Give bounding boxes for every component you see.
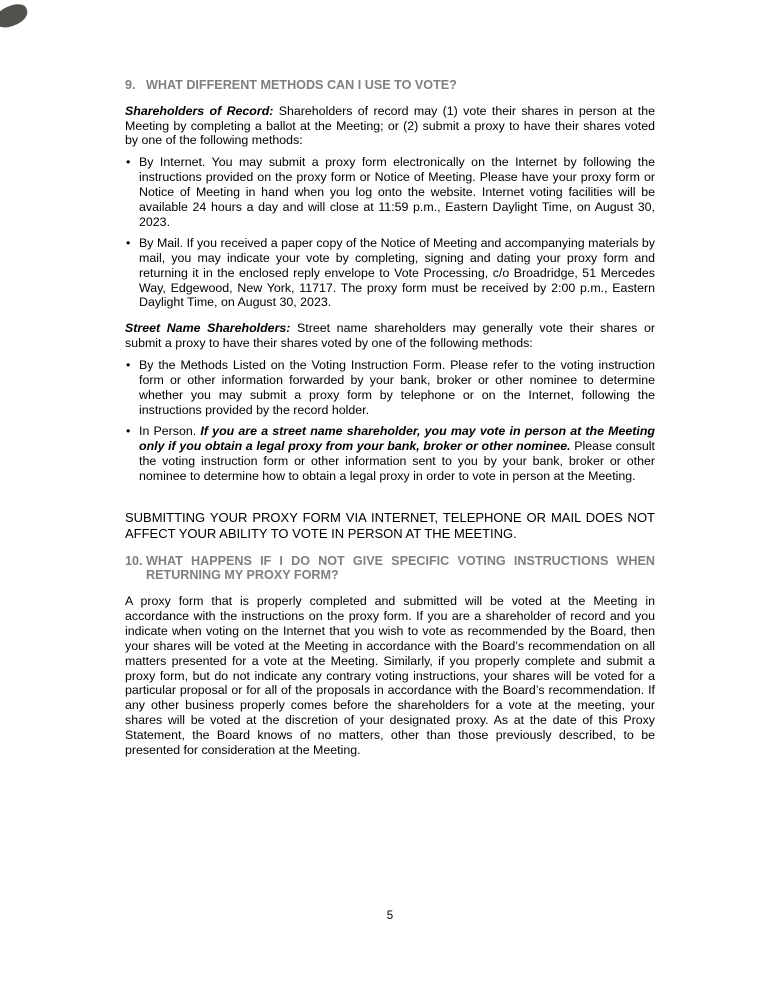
bullet-mail-text: By Mail. If you received a paper copy of the Notice of Meeting and accompanying materials by mail, you may indicate your vote by completing, signing and dating your proxy form and returning it in the enclosed reply envelope to Vote Processing, c/o Broadridge, 51 Mercedes Way, Edgewood, New York, 11717. The proxy form must be received by 2:00 p.m., Eastern Daylight Time, on August 30, 2023. <box>139 235 655 310</box>
bullet-voting-instruction-form <box>125 358 655 418</box>
bullet-in-person <box>125 424 655 484</box>
bullet-icon: • <box>126 155 131 170</box>
question-9-title: WHAT DIFFERENT METHODS CAN I USE TO VOTE? <box>146 78 457 92</box>
bullet-icon: • <box>126 358 131 373</box>
page-number: 5 <box>386 910 394 922</box>
bullet-voting-instruction-form-text: By the Methods Listed on the Voting Instruction Form. Please refer to the voting instruction form or other information forwarded by your bank, broker or other nominee to determine whether you may submit a proxy form by telephone or on the Internet, following the instructions provided by the record holder. <box>139 358 655 417</box>
bullet-icon: • <box>126 235 131 250</box>
bullet-icon: • <box>126 423 131 438</box>
submitting-proxy-note: SUBMITTING YOUR PROXY FORM VIA INTERNET, TELEPHONE OR MAIL DOES NOT AFFECT YOUR ABILITY TO VOTE IN PERSON AT THE MEETING. <box>125 510 655 541</box>
shareholders-of-record-lead: Shareholders of Record: <box>125 103 274 118</box>
question-10-body: A proxy form that is properly completed and submitted will be voted at the Meeting in accordance with the instructions on the proxy form. If you are a shareholder of record and you indicate when voting on the Internet that you wish to vote as recommended by the Board, then your shares will be voted at the Meeting in accordance with the Board’s recommendation on all matters presented for a vote at the Meeting. Similarly, if you properly complete and submit a proxy form, but do not indicate any contrary voting instructions, your shares will be voted for a particular proposal or for all of the proposals in accordance with the Board’s recommendation. If any other business properly comes before the shareholders for a vote at the meeting, your shares will be voted at the discretion of your designated proxy. As at the date of this Proxy Statement, the Board knows of no matters, other than those previously described, to be presented for consideration at the Meeting. <box>125 594 655 758</box>
question-10-title: WHAT HAPPENS IF I DO NOT GIVE SPECIFIC VOTING INSTRUCTIONS WHEN RETURNING MY PROXY FORM? <box>146 553 655 583</box>
street-name-text: Street name shareholders may generally vote their shares or submit a proxy to have their shares voted by one of the following methods: <box>125 321 655 351</box>
street-methods-list <box>125 358 655 483</box>
question-9-number: 9. <box>125 78 136 92</box>
question-10-number: 10. <box>125 553 143 568</box>
street-name-lead: Street Name Shareholders: <box>125 321 291 336</box>
bullet-mail <box>125 236 655 311</box>
bullet-internet <box>125 155 655 230</box>
question-9-heading <box>125 78 655 93</box>
shareholders-of-record-text: Shareholders of record may (1) vote their shares in person at the Meeting by completing a ballot at the Meeting; or (2) submit a proxy to have their shares voted by one of the following methods: <box>125 103 655 148</box>
bullet-in-person-pre: In Person. <box>139 423 201 438</box>
record-methods-list <box>125 155 655 310</box>
bullet-in-person-post: Please consult the voting instruction form or other information sent to you by your bank, broker or other nominee to determine how to obtain a legal proxy in order to vote in person at the Meeting. <box>139 438 655 483</box>
bullet-internet-text: By Internet. You may submit a proxy form electronically on the Internet by following the instructions provided on the proxy form or Notice of Meeting. Please have your proxy form or Notice of Meeting in hand when you log onto the website. Internet voting facilities will be available 24 hours a day and will close at 11:59 p.m., Eastern Daylight Time, on August 30, 2023. <box>139 155 655 229</box>
shareholders-of-record-paragraph <box>125 104 655 149</box>
question-10-heading <box>125 554 655 583</box>
street-name-paragraph <box>125 321 655 351</box>
bullet-in-person-emphasis: If you are a street name shareholder, you may vote in person at the Meeting only if you obtain a legal proxy from your bank, broker or other nominee. <box>139 423 655 453</box>
